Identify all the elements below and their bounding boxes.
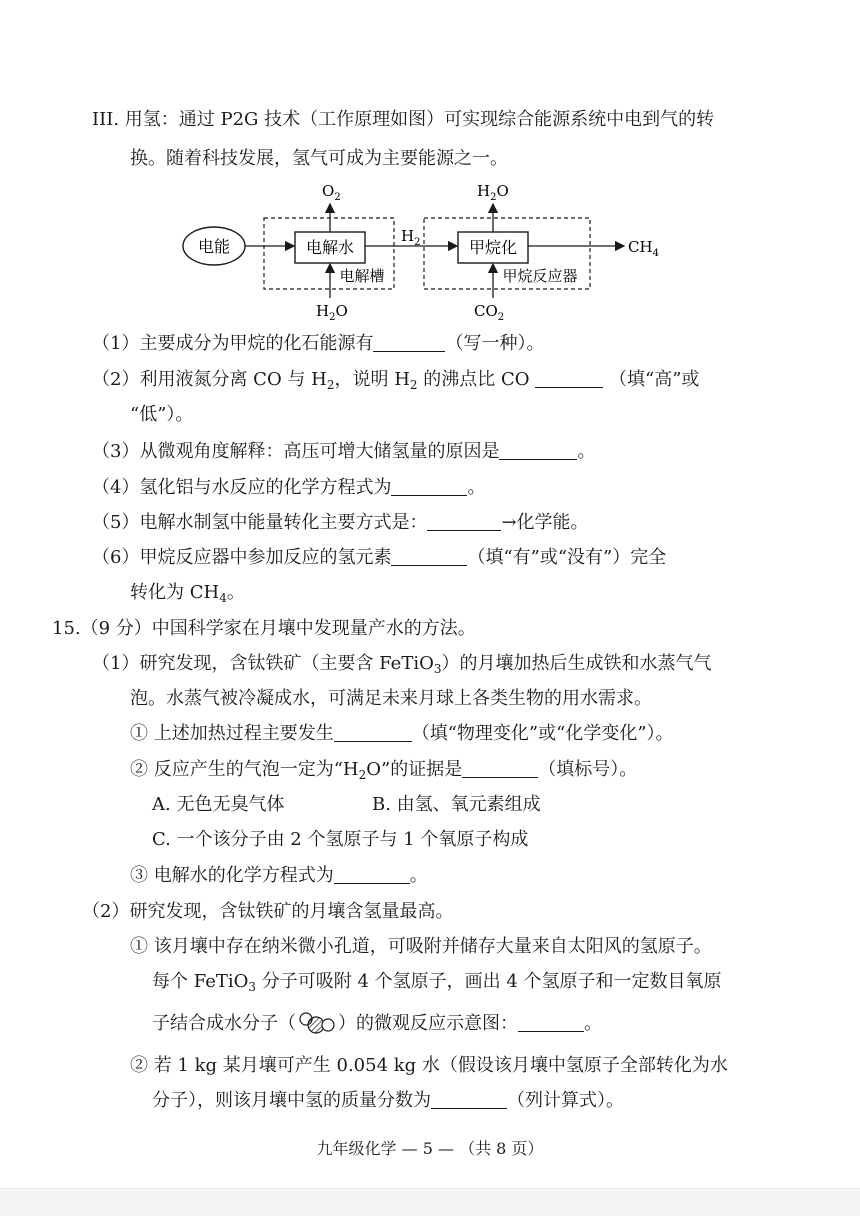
answer-blank[interactable] <box>373 333 445 352</box>
answer-blank[interactable] <box>334 723 412 742</box>
answer-blank[interactable] <box>499 441 577 460</box>
option-c[interactable]: C. 一个该分子由 2 个氢原子与 1 个氧原子构成 <box>152 829 529 850</box>
option-b[interactable]: B. 由氢、氧元素组成 <box>372 794 541 815</box>
answer-blank[interactable] <box>431 1090 507 1109</box>
h2-label: $H_2$ <box>401 227 421 248</box>
answer-blank[interactable] <box>391 477 467 496</box>
question-15-header: 15.（9 分）中国科学家在月壤中发现量产水的方法。 <box>52 618 476 639</box>
section-iii-line1: III. 用氢：通过 P2G 技术（工作原理如图）可实现综合能源系统中电到气的转 <box>92 109 715 130</box>
answer-blank[interactable] <box>535 369 603 388</box>
question-iii-2-cont: “低”）。 <box>130 404 194 425</box>
question-15-sub1: ① 上述加热过程主要发生 （填“物理变化”或“化学变化”）。 <box>130 723 674 744</box>
answer-blank[interactable] <box>391 547 467 566</box>
answer-blank[interactable] <box>518 1013 584 1032</box>
h2o-top-label: $H_2O$ <box>477 182 509 203</box>
question-15-part1-line2: 泡。水蒸气被冷凝成水，可满足未来月球上各类生物的用水需求。 <box>130 688 652 709</box>
question-iii-5: （5）电解水制氢中能量转化主要方式是： →化学能。 <box>92 512 589 533</box>
electrolysis-label: 电解水 <box>305 238 355 257</box>
question-15-part1-line1: （1）研究发现，含钛铁矿（主要含 FeTiO$_3$）的月壤加热后生成铁和水蒸气气 <box>92 653 712 676</box>
electrolysis-cell-label: 电解槽 <box>339 267 385 285</box>
h2o-bottom-label: $H_2O$ <box>316 302 348 322</box>
question-15-part2: （2）研究发现，含钛铁矿的月壤含氢量最高。 <box>82 901 454 922</box>
water-molecule-icon <box>296 1012 338 1034</box>
answer-blank[interactable] <box>334 865 410 884</box>
section-iii-line2: 换。随着科技发展，氢气可成为主要能源之一。 <box>130 148 508 169</box>
question-15-part2-sub1-line1: ① 该月壤中存在纳米微小孔道，可吸附并储存大量来自太阳风的氢原子。 <box>130 936 712 957</box>
question-iii-6: （6）甲烷反应器中参加反应的氢元素 （填“有”或“没有”）完全 <box>92 547 667 568</box>
methane-reactor-label: 甲烷反应器 <box>502 267 578 285</box>
p2g-diagram <box>180 178 680 322</box>
answer-blank[interactable] <box>462 759 538 778</box>
option-a[interactable]: A. 无色无臭气体 <box>152 794 285 815</box>
question-15-part2-sub1-line3: 子结合成水分子（ ）的微观反应示意图： 。 <box>152 1013 602 1034</box>
question-iii-4: （4）氢化铝与水反应的化学方程式为 。 <box>92 477 486 498</box>
o2-label: $O_2$ <box>322 182 341 203</box>
question-iii-3: （3）从微观角度解释：高压可增大储氢量的原因是 。 <box>92 441 596 462</box>
question-15-sub3: ③ 电解水的化学方程式为 。 <box>130 865 428 886</box>
page-footer: 九年级化学 — 5 — （共 8 页） <box>316 1139 544 1158</box>
question-15-part2-sub2-line1: ② 若 1 kg 某月壤可产生 0.054 kg 水（假设该月壤中氢原子全部转化为水 <box>130 1055 728 1076</box>
co2-label: $CO_2$ <box>474 302 505 322</box>
question-15-sub2: ② 反应产生的气泡一定为“$H_2O$”的证据是 （填标号）。 <box>130 759 638 782</box>
answer-blank[interactable] <box>427 512 501 531</box>
question-15-part2-sub1-line2: 每个 FeTiO$_3$ 分子可吸附 4 个氢原子，画出 4 个氢原子和一定数目氧原 <box>152 971 722 994</box>
question-iii-2: （2）利用液氮分离 CO 与 $H_2$，说明 $H_2$ 的沸点比 CO （填“高”或 <box>92 369 700 392</box>
bottom-margin <box>0 1189 860 1216</box>
question-iii-6-cont: 转化为 $CH_4$。 <box>130 582 245 605</box>
methanation-label: 甲烷化 <box>468 238 518 257</box>
question-iii-1: （1）主要成分为甲烷的化石能源有 （写一种）。 <box>92 333 545 354</box>
electricity-label: 电能 <box>197 237 231 256</box>
question-15-part2-sub2-line2: 分子），则该月壤中氢的质量分数为 （列计算式）。 <box>152 1090 624 1111</box>
ch4-label: $CH_4$ <box>628 238 659 259</box>
